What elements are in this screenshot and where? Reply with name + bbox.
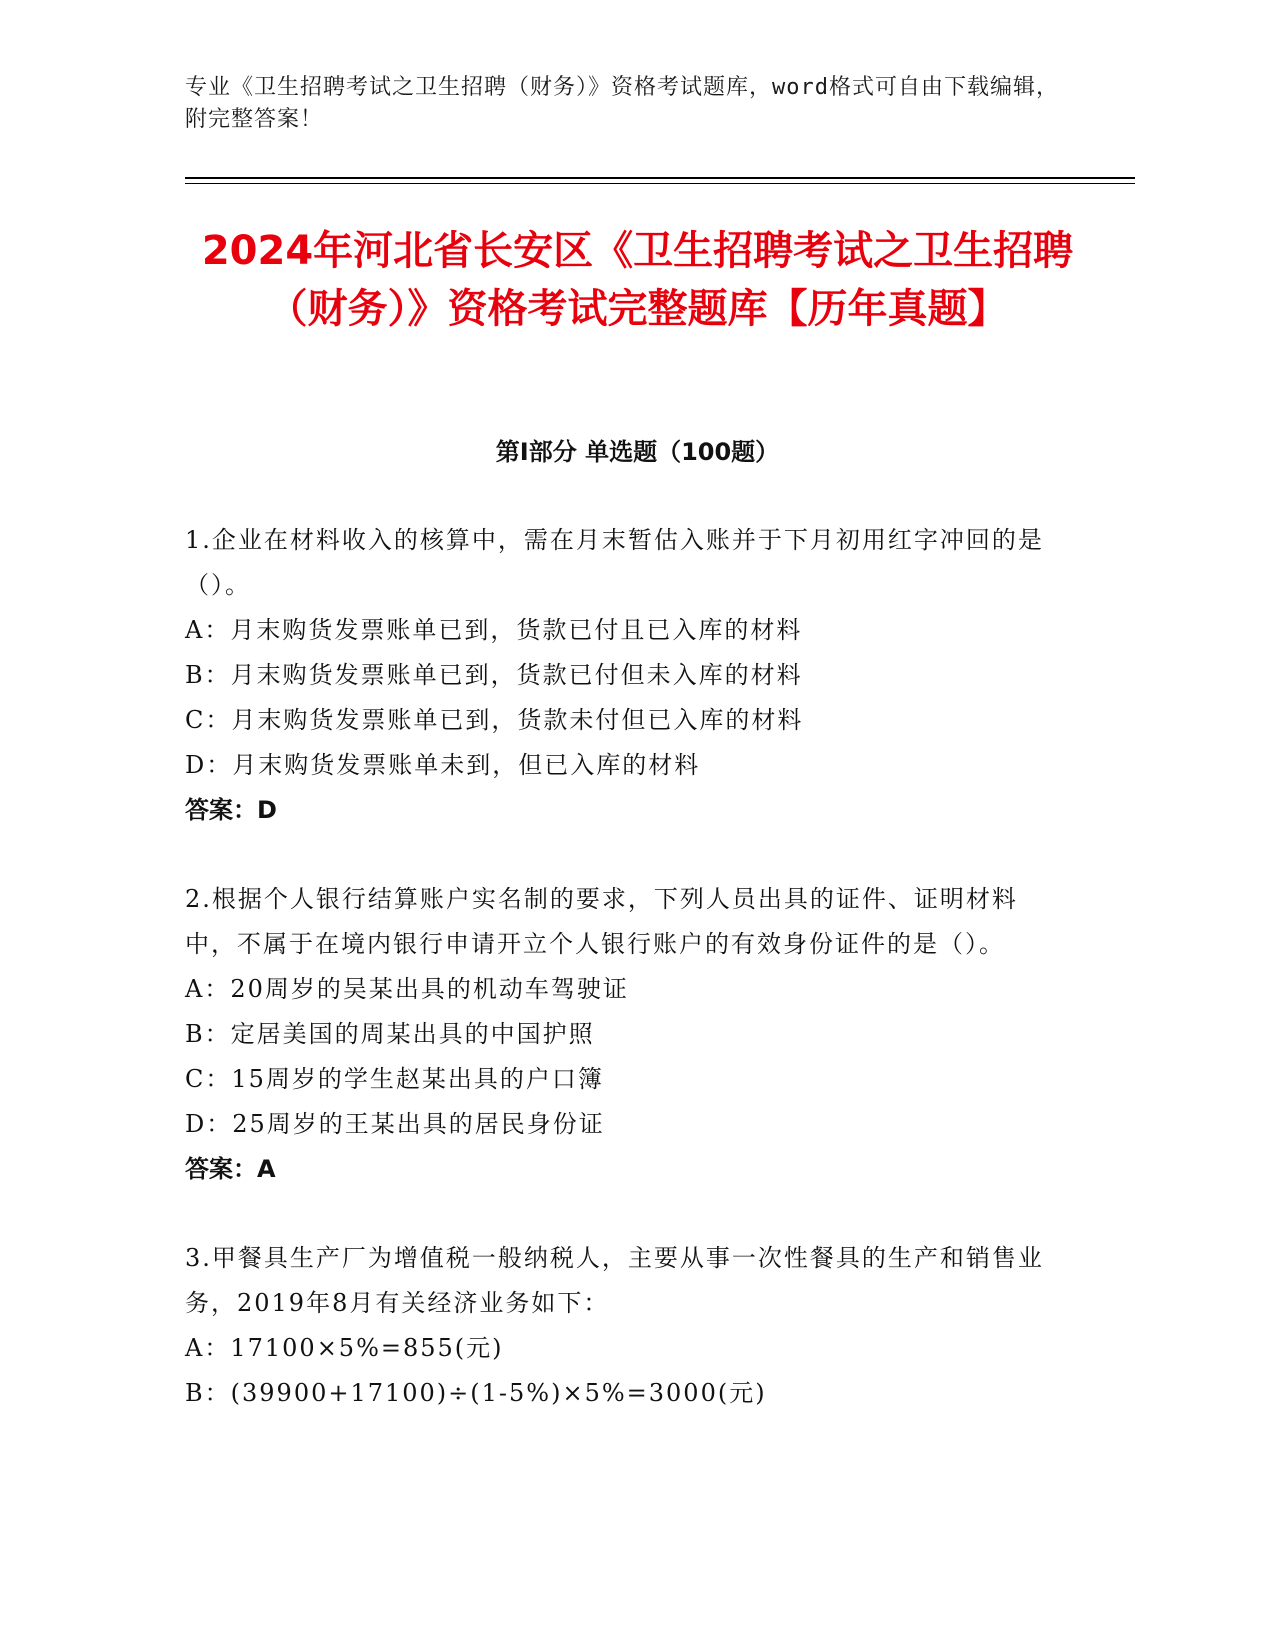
option-d [185, 743, 1045, 788]
option-text: 月末购货发票账单已到，货款已付且已入库的材料 [230, 616, 803, 644]
option-c [185, 1057, 1045, 1102]
option-text: 15周岁的学生赵某出具的户口簿 [231, 1065, 604, 1093]
option-a [185, 1326, 1045, 1371]
section-heading: 第I部分 单选题（100题） [495, 438, 780, 466]
option-text: (39900+17100)÷(1-5%)×5%=3000(元) [230, 1379, 767, 1407]
option-letter: A： [185, 975, 231, 1003]
option-text: 月末购货发票账单已到，货款未付但已入库的材料 [231, 706, 804, 734]
option-letter: B： [185, 1020, 231, 1048]
option-letter: B： [185, 661, 231, 689]
header-divider [185, 177, 1135, 179]
question-stem: 2.根据个人银行结算账户实名制的要求，下列人员出具的证件、证明材料中，不属于在境内银行申请开立个人银行账户的有效身份证件的是（）。 [185, 885, 1018, 958]
option-text: 25周岁的王某出具的居民身份证 [232, 1110, 605, 1138]
question-2 [185, 877, 1045, 1192]
option-letter: A： [185, 616, 231, 644]
option-letter: C： [185, 706, 232, 734]
option-text: 定居美国的周某出具的中国护照 [230, 1020, 595, 1048]
option-a [185, 608, 1045, 653]
option-letter: C： [185, 1065, 232, 1093]
option-letter: D： [185, 1110, 233, 1138]
answer-line: 答案：D [185, 796, 277, 824]
option-text: 17100×5%=855(元) [230, 1334, 504, 1362]
document-title: 2024年河北省长安区《卫生招聘考试之卫生招聘（财务）》资格考试完整题库【历年真题】 [201, 228, 1074, 332]
question-stem: 1.企业在材料收入的核算中，需在月末暂估入账并于下月初用红字冲回的是（）。 [185, 526, 1044, 599]
option-b [185, 1012, 1045, 1057]
option-letter: B： [185, 1379, 231, 1407]
question-1 [185, 518, 1045, 833]
header-divider-thin [185, 183, 1135, 184]
question-stem: 3.甲餐具生产厂为增值税一般纳税人，主要从事一次性餐具的生产和销售业务，2019年8月有关经济业务如下： [185, 1244, 1044, 1317]
answer-line: 答案：A [185, 1155, 276, 1183]
option-b [185, 653, 1045, 698]
option-letter: A： [185, 1334, 231, 1362]
option-text: 20周岁的吴某出具的机动车驾驶证 [230, 975, 629, 1003]
option-text: 月末购货发票账单已到，货款已付但未入库的材料 [230, 661, 803, 689]
question-list [185, 518, 1045, 1460]
option-b [185, 1371, 1045, 1416]
question-3 [185, 1236, 1045, 1416]
option-a [185, 967, 1045, 1012]
option-d [185, 1102, 1045, 1147]
option-text: 月末购货发票账单未到，但已入库的材料 [232, 751, 701, 779]
option-c [185, 698, 1045, 743]
option-letter: D： [185, 751, 233, 779]
header-note: 专业《卫生招聘考试之卫生招聘（财务）》资格考试题库，word格式可自由下载编辑，附完整答案！ [185, 75, 1059, 132]
